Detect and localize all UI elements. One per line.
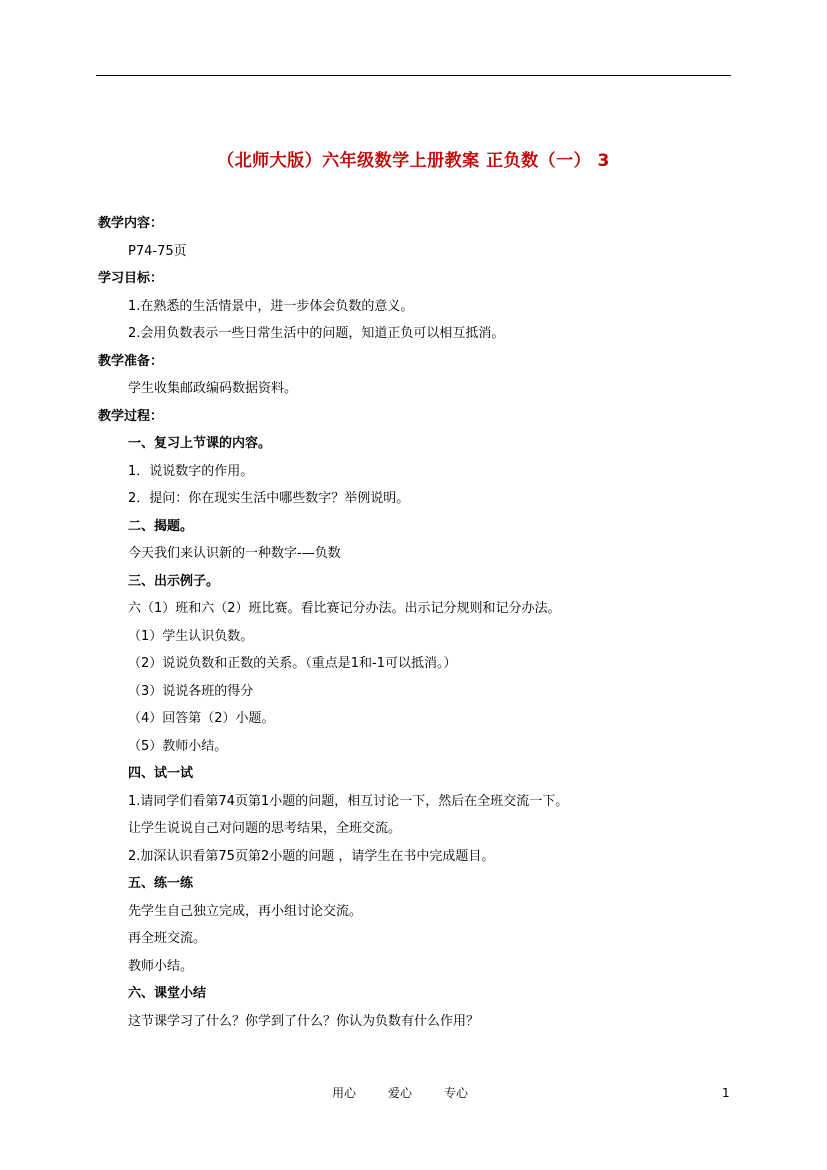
body-text-line: （2）说说负数和正数的关系。（重点是1和-1可以抵消。） xyxy=(128,656,457,671)
header-rule xyxy=(96,75,731,76)
section-heading: 学习目标： xyxy=(98,271,164,286)
body-text-line: 再全班交流。 xyxy=(128,931,207,946)
footer-motto-2: 爱心 xyxy=(388,1086,413,1100)
body-text-line: 2．提问：你在现实生活中哪些数字？举例说明。 xyxy=(128,491,410,506)
section-heading: 五、练一练 xyxy=(128,876,194,891)
section-heading: 六、课堂小结 xyxy=(128,986,207,1001)
section-heading: 三、出示例子。 xyxy=(128,573,220,589)
body-text-line: （5）教师小结。 xyxy=(128,738,228,754)
body-text-line: 这节课学习了什么？你学到了什么？你认为负数有什么作用？ xyxy=(128,1013,480,1029)
section-heading: 一、复习上节课的内容。 xyxy=(128,436,272,451)
section-heading: 二、揭题。 xyxy=(128,518,194,534)
body-text-line: 六（1）班和六（2）班比赛。看比赛记分办法。出示记分规则和记分办法。 xyxy=(128,601,561,616)
body-text-line: 先学生自己独立完成，再小组讨论交流。 xyxy=(128,903,363,919)
body-text-line: 教师小结。 xyxy=(128,958,194,974)
section-heading: 四、试一试 xyxy=(128,766,194,781)
body-text-line: 今天我们来认识新的一种数字-—负数 xyxy=(128,546,341,561)
body-text-line: 让学生说说自己对问题的思考结果，全班交流。 xyxy=(128,821,402,836)
body-text-line: 2.加深认识看第75页第2小题的问题 ，请学生在书中完成题目。 xyxy=(128,848,495,864)
body-text-line: 学生收集邮政编码数据资料。 xyxy=(128,381,298,396)
footer-motto-1: 用心 xyxy=(332,1086,357,1100)
body-text-line: （3）说说各班的得分 xyxy=(128,683,254,699)
section-heading: 教学过程： xyxy=(98,408,164,424)
page-number: 1 xyxy=(722,1086,730,1100)
section-heading: 教学内容： xyxy=(98,216,164,231)
document-title: （北师大版）六年级数学上册教案 正负数（一） 3 xyxy=(217,151,610,171)
body-text-line: 2.会用负数表示一些日常生活中的问题，知道正负可以相互抵消。 xyxy=(128,326,505,341)
body-text-line: 1.在熟悉的生活情景中，进一步体会负数的意义。 xyxy=(128,298,414,314)
body-text-line: 1.请同学们看第74页第1小题的问题，相互讨论一下，然后在全班交流一下。 xyxy=(128,793,569,809)
body-text-line: （4）回答第（2）小题。 xyxy=(128,711,275,726)
footer-motto-3: 专心 xyxy=(444,1086,469,1100)
body-text-line: P74-75页 xyxy=(128,243,187,259)
body-text-line: 1．说说数字的作用。 xyxy=(128,463,254,479)
section-heading: 教学准备： xyxy=(98,353,164,369)
body-text-line: （1）学生认识负数。 xyxy=(128,628,254,644)
